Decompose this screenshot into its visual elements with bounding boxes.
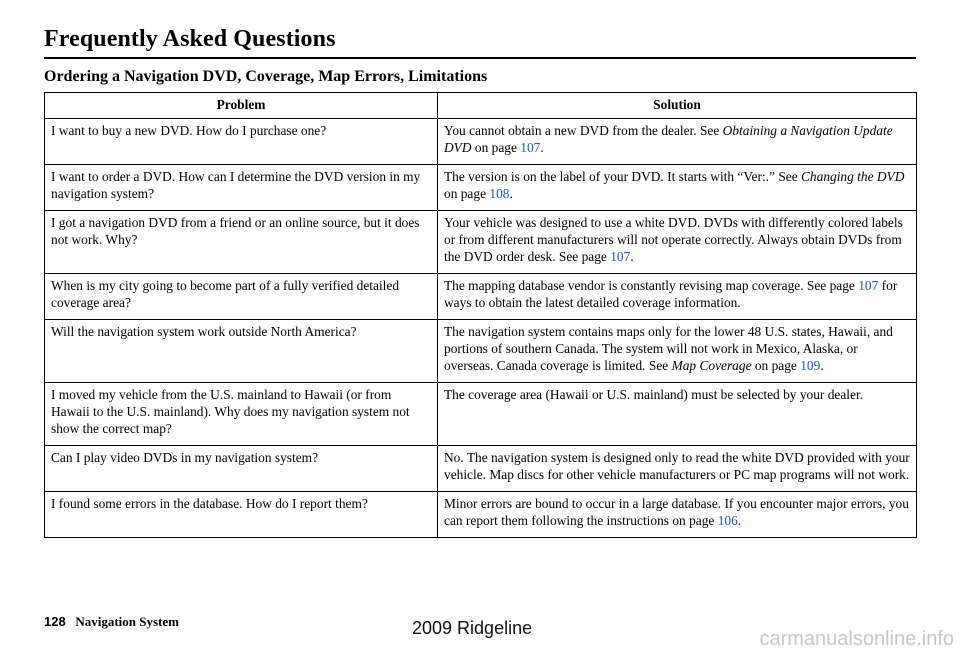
table-row bbox=[45, 446, 917, 492]
problem-cell: I got a navigation DVD from a friend or an online source, but it does not work. Why? bbox=[45, 211, 438, 274]
solution-cell bbox=[438, 446, 917, 492]
table-row bbox=[45, 274, 917, 320]
faq-table bbox=[44, 92, 917, 538]
footer-label: Navigation System bbox=[75, 614, 179, 629]
section-title: Ordering a Navigation DVD, Coverage, Map Errors, Limitations bbox=[44, 68, 488, 85]
solution-text: Minor errors are bound to occur in a large database. If you encounter major errors, you can report them following the instructions on page bbox=[444, 496, 909, 528]
problem-cell: Can I play video DVDs in my navigation system? bbox=[45, 446, 438, 492]
solution-text: The navigation system contains maps only for the lower 48 U.S. states, Hawaii, and portions of southern Canada. The system will not work in Mexico, Alaska, or overseas. Canada coverage is limited. See bbox=[444, 324, 893, 373]
solution-cell bbox=[438, 320, 917, 383]
problem-cell: I found some errors in the database. How do I report them? bbox=[45, 492, 438, 538]
page-title: Frequently Asked Questions bbox=[44, 26, 336, 52]
table-row bbox=[45, 320, 917, 383]
page-footer bbox=[44, 614, 179, 630]
page-link[interactable]: 108 bbox=[489, 186, 510, 201]
solution-text: You cannot obtain a new DVD from the dealer. See bbox=[444, 123, 723, 138]
page-link[interactable]: 106 bbox=[717, 513, 738, 528]
solution-text: The version is on the label of your DVD. It starts with “Ver:.” See bbox=[444, 169, 801, 184]
problem-cell: I moved my vehicle from the U.S. mainland to Hawaii (or from Hawaii to the U.S. mainland). Why does my navigation system not show the correct map? bbox=[45, 383, 438, 446]
page-number: 128 bbox=[44, 614, 66, 629]
solution-cell bbox=[438, 211, 917, 274]
table-header-row bbox=[45, 93, 917, 119]
solution-cell bbox=[438, 119, 917, 165]
table-row bbox=[45, 165, 917, 211]
problem-cell: I want to buy a new DVD. How do I purchase one? bbox=[45, 119, 438, 165]
solution-text: The mapping database vendor is constantly revising map coverage. See page bbox=[444, 278, 859, 293]
page-link[interactable]: 109 bbox=[800, 358, 821, 373]
solution-text: on page bbox=[471, 140, 521, 155]
model-watermark: 2009 Ridgeline bbox=[412, 618, 533, 638]
table-row bbox=[45, 119, 917, 165]
page-link[interactable]: 107 bbox=[520, 140, 541, 155]
solution-cell bbox=[438, 383, 917, 446]
column-header-problem: Problem bbox=[45, 93, 438, 119]
column-header-solution: Solution bbox=[438, 93, 917, 119]
solution-text: . bbox=[540, 140, 544, 155]
site-watermark: carmanualsonline.info bbox=[759, 628, 954, 650]
cross-reference-title: Obtaining a Navigation Update DVD bbox=[444, 123, 893, 155]
problem-cell: Will the navigation system work outside North America? bbox=[45, 320, 438, 383]
solution-cell bbox=[438, 274, 917, 320]
solution-text: No. The navigation system is designed only to read the white DVD provided with your vehicle. Map discs for other vehicle manufacturers or PC map programs will not work. bbox=[444, 450, 910, 482]
solution-text: . bbox=[737, 513, 742, 528]
problem-cell: When is my city going to become part of a fully verified detailed coverage area? bbox=[45, 274, 438, 320]
page-link[interactable]: 107 bbox=[610, 249, 631, 264]
table-row bbox=[45, 492, 917, 538]
table-row bbox=[45, 383, 917, 446]
solution-text: . bbox=[630, 249, 634, 264]
problem-cell: I want to order a DVD. How can I determine the DVD version in my navigation system? bbox=[45, 165, 438, 211]
solution-text: The coverage area (Hawaii or U.S. mainland) must be selected by your dealer. bbox=[444, 387, 864, 402]
solution-text: Your vehicle was designed to use a white DVD. DVDs with differently colored labels or from different manufacturers will not operate correctly. Always obtain DVDs from the DVD order desk. See page bbox=[444, 215, 903, 264]
solution-text: for ways to obtain the latest detailed coverage information. bbox=[444, 278, 898, 310]
cross-reference-title: Map Coverage bbox=[671, 358, 752, 373]
solution-text: on page bbox=[444, 186, 490, 201]
cross-reference-title: Changing the DVD bbox=[801, 169, 905, 184]
solution-cell bbox=[438, 492, 917, 538]
solution-text: . bbox=[509, 186, 513, 201]
table-row bbox=[45, 211, 917, 274]
faq-table-body bbox=[45, 119, 917, 538]
solution-text: . bbox=[820, 358, 824, 373]
page-link[interactable]: 107 bbox=[858, 278, 879, 293]
solution-cell bbox=[438, 165, 917, 211]
solution-text: on page bbox=[751, 358, 801, 373]
title-divider bbox=[44, 57, 916, 59]
